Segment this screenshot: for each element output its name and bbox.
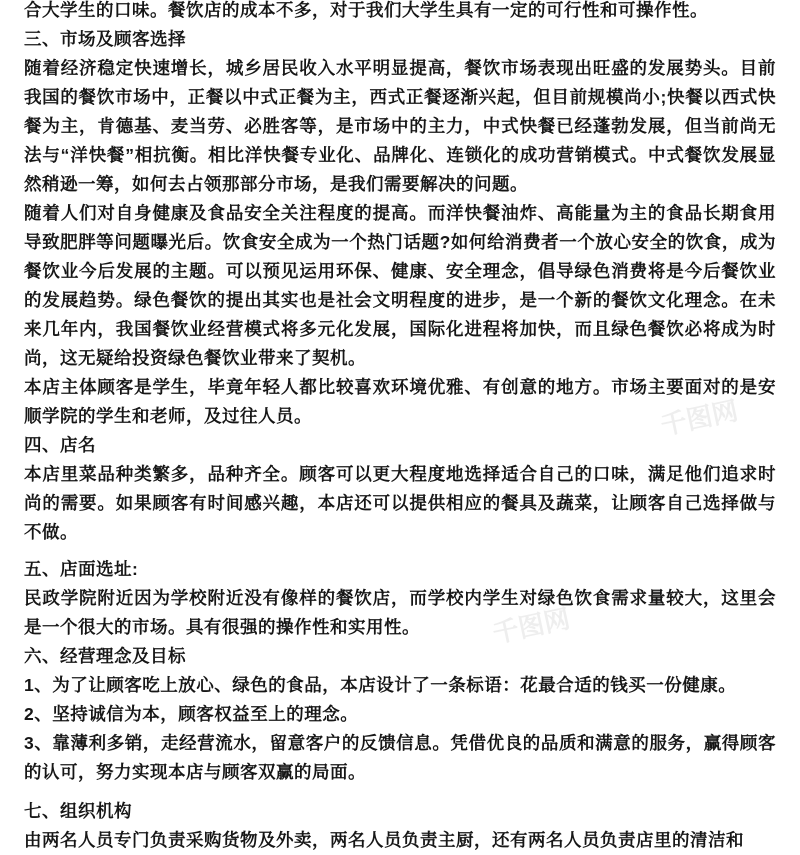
paragraph: 本店里菜品种类繁多，品种齐全。顾客可以更大程度地选择适合自己的口味，满足他们追求时尚的需要。如果顾客有时间感兴趣，本店还可以提供相应的餐具及蔬菜，让顾客自己选择做与不做。	[24, 464, 776, 542]
section-heading: 三、市场及顾客选择	[24, 29, 186, 49]
paragraph: 本店主体顾客是学生，毕竟年轻人都比较喜欢环境优雅、有创意的地方。市场主要面对的是安顺学院的学生和老师，及过往人员。	[24, 377, 776, 426]
site-watermark: 千图网	[658, 395, 741, 441]
section-heading: 七、组织机构	[24, 801, 132, 821]
paragraph: 随着人们对自身健康及食品安全关注程度的提高。而洋快餐油炸、高能量为主的食品长期食用导致肥胖等问题曝光后。饮食安全成为一个热门话题?如何给消费者一个放心安全的饮食，成为餐饮业今后发展的主题。可以预见运用环保、健康、安全理念，倡导绿色消费将是今后餐饮业的发展趋势。绿色餐饮的提出其实也是社会文明程度的进步，是一个新的餐饮文化理念。在未来几年内，我国餐饮业经营模式将多元化发展，国际化进程将加快，而且绿色餐饮必将成为时尚，这无疑给投资绿色餐饮业带来了契机。	[24, 203, 776, 368]
section-heading: 五、店面选址:	[24, 559, 139, 579]
section-heading: 四、店名	[24, 435, 96, 455]
paragraph: 3、靠薄利多销，走经营流水，留意客户的反馈信息。凭借优良的品质和满意的服务，赢得顾客的认可，努力实现本店与顾客双赢的局面。	[24, 733, 776, 782]
paragraph: 民政学院附近因为学校附近没有像样的餐饮店，而学校内学生对绿色饮食需求量较大，这里会是一个很大的市场。具有很强的操作性和实用性。	[24, 588, 776, 637]
paragraph: 2、坚持诚信为本，顾客权益至上的理念。	[24, 704, 359, 724]
site-watermark: 千图网	[490, 603, 573, 649]
paragraph: 由两名人员专门负责采购货物及外卖，两名人员负责主厨，还有两名人员负责店里的清洁和	[24, 830, 744, 850]
paragraph: 1、为了让顾客吃上放心、绿色的食品，本店设计了一条标语：花最合适的钱买一份健康。	[24, 675, 737, 695]
paragraph: 合大学生的口味。餐饮店的成本不多，对于我们大学生具有一定的可行性和可操作性。	[24, 0, 708, 20]
paragraph: 随着经济稳定快速增长，城乡居民收入水平明显提高，餐饮市场表现出旺盛的发展势头。目前我国的餐饮市场中，正餐以中式正餐为主，西式正餐逐渐兴起，但目前规模尚小;快餐以西式快餐为主，肯德基、麦当劳、必胜客等，是市场中的主力，中式快餐已经蓬勃发展，但当前尚无法与“洋快餐”相抗衡。相比洋快餐专业化、品牌化、连锁化的成功营销模式。中式餐饮发展显然稍逊一筹，如何去占领那部分市场，是我们需要解决的问题。	[24, 58, 776, 194]
section-heading: 六、经营理念及目标	[24, 646, 186, 666]
